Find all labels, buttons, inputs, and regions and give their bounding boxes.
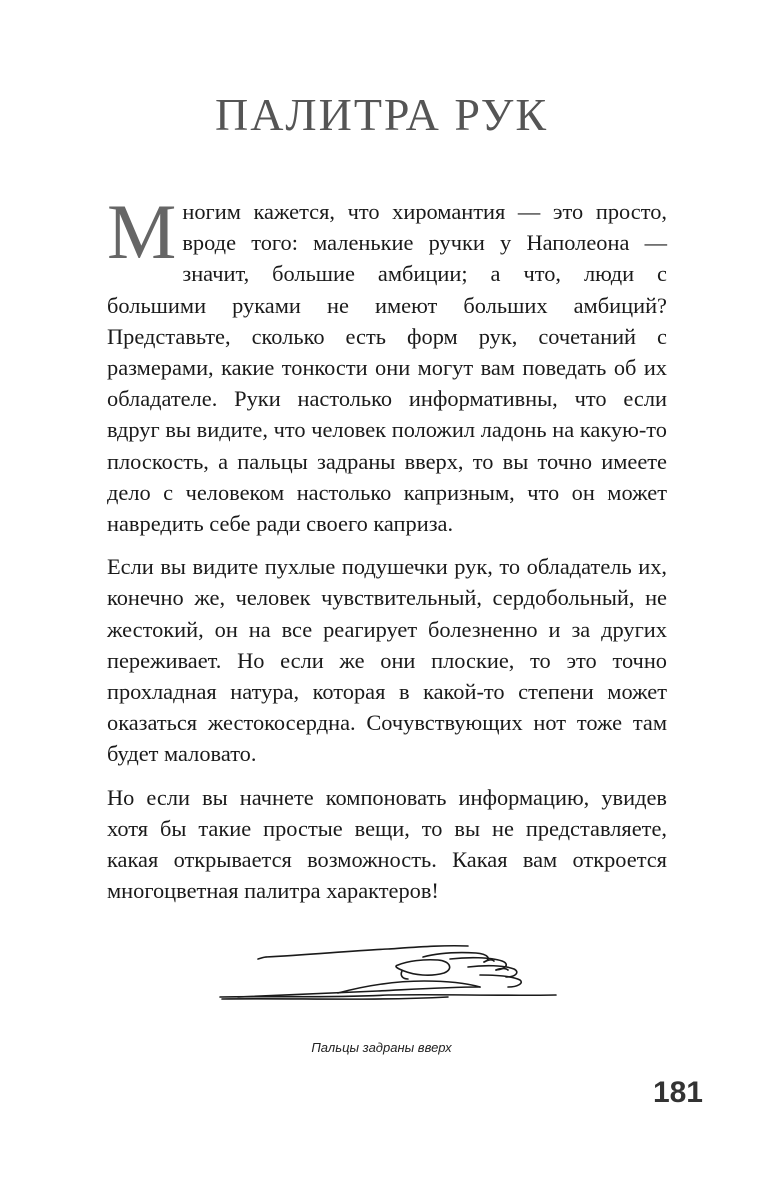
page-number: 181	[652, 1076, 703, 1109]
chapter-title: ПАЛИТРА РУК	[214, 89, 549, 140]
illustration-caption: Пальцы задраны вверх	[311, 1040, 452, 1055]
paragraph-2: Если вы видите пухлые подушечки рук, то обладатель их, конечно же, человек чувствительный, сердобольный, не жестокий, он на все реагирует болезненно и за других переживает. Но если же они плоские, то это точно прохладная натура, которая в какой-то степени может оказаться жестокосердна. Сочувствующих нот тоже там будет маловато.	[107, 554, 667, 767]
drop-cap: М	[107, 188, 177, 275]
paragraph-3: Но если вы начнете компоновать информацию, увидев хотя бы такие простые вещи, то вы не представляете, какая открывается возможность. Какая вам откроется многоцветная палитра характеров!	[107, 784, 667, 904]
paragraph-1	[107, 188, 667, 539]
hand-fingers-raised-drawing-icon	[218, 935, 558, 1010]
paragraph-1-text: ногим кажется, что хиромантия — это просто, вроде того: маленькие ручки у Наполеона — значит, большие амбиции; а что, люди с большими руками не имеют больших амбиций? Представьте, сколько есть форм рук, сочетаний с размерами, какие тонкости они могут вам поведать об их обладателе. Руки настолько информативны, что если вдруг вы видите, что человек положил ладонь на какую-то плоскость, а пальцы задраны вверх, то вы точно имеете дело с человеком настолько капризным, что он может навредить себе ради своего каприза.	[107, 199, 667, 537]
body-text	[107, 188, 667, 918]
